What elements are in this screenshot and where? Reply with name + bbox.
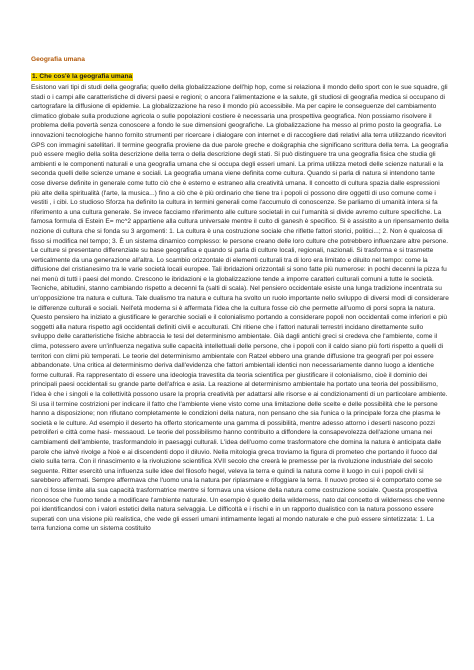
section-heading: 1. Che cos'è la geografia umana xyxy=(32,73,133,80)
document-title: Geografia umana xyxy=(31,56,85,63)
document-content xyxy=(31,56,449,534)
section-heading-wrapper xyxy=(31,65,449,83)
body-paragraph: Esistono vari tipi di studi della geografia; quello della globalizzazione dell'hip hop, come si relaziona il mondo dello sport con le sue squadre, gli stadi o i campi alle caratteristiche di diversi paesi e regioni; o ancora l'alimentazione e la salute, gli studiosi di geografia medica si occupano di cartografare la diffusione di epidemie. La globalizzazione ha reso il mondo più accessibile. Ma per capire le conseguenze del cambiamento climatico globale sulla produzione agricola o sulle popolazioni costiere è necessaria una prospettiva geografica. Non possiamo risolvere il problema della povertà senza conoscere a fondo le sue dimensioni geografiche. La globalizzazione ha messo al primo posto la geografia. Le innovazioni tecnologiche hanno fornito strumenti per ricercare i dialogare con internet e di raccogliere dati relativi alla terra utilizzando ricevitori GPS con immagini satellitari. Il termine geografia proviene da due parole greche e do&graphia che significano scrittura della terra. La geografia può essere meglio della solita descrizione della terra o della descrizione degli stati. Si può distinguere tra una geografia fisica che studia gli ambienti e le componenti naturali e una geografia umana che si occupa degli esseri umani. La prima utilizza metodi delle scienze naturali e la seconda quelli delle scienze umane e sociali. La geografia umana viene definita come cultura. Quando si parla di natura si intendono tante cose diverse definite in generale come tutto ciò che è esterno e estraneo alla creatività umana. Il concetto di cultura spazia dalle espressioni più alte della spiritualità (l'arte, la musica...) fino a ciò che è più ordinario che tiene tra i popoli ci possono dire oggetti di uso comune come i vestiti , i cibi. Lo studioso Sforza ha definito la cultura in termini generali come l'accumulo di conoscenze. Se parliamo di umanità intera si fa riferimento a una cultura generale. Se invece facciamo riferimento alle culture societali in cui l'umanità si divide avremo culture specifiche. La famosa formula di Estein E= mc^2 appartiene alla cultura universale mentre il culto di ganesh è specifico. Si è assistito a un ripensamento della nozione di cultura che si fonda su 3 argomenti: 1. La cultura è una costruzione sociale che riflette fattori storici, politici...; 2. Non è qualcosa di fisso si modifica nel tempo; 3. È un sistema dinamico complesso: le persone creano delle loro culture che potrebbero influenzare altre persone. Le culture si presentano differenziate su base geografica e quando si parla di culture locali, regionali, nazionali. Si trasforma e si trasmette verticalmente da una generazione all'altra. Lo scambio orizzontale di elementi culturali tra di loro era limitato e diluito nel tempo: come la diffusione del cristianesimo tra le varie società locali europee. Tali ibridazioni orizzontali si sono fatte più numerose: in pochi decenni la pizza fu nei menù di tutti i paesi del mondo. Crescono le ibridazioni e la globalizzazione tende a imporre caratteri culturali comuni a tutte le società. Tecniche, abitudini, stanno cambiando rispetto a decenni fa (salti di scala). Nel pensiero occidentale esiste una lunga tradizione incentrata su un'opposizione tra natura e cultura. Tale dualismo tra natura e cultura ha svolto un ruolo importante nello sviluppo di diversi modi di considerare le differenze culturali e sociali. Nell'età moderna si è affermata l'idea che la cultura fosse ciò che permette all'uomo di porsi sopra la natura. Questo pensiero ha iniziato a giustificare le gerarchie sociali e il colonialismo portando a considerare popoli non occidentali come inferiori e più soggetti alla natura rispetto agli occidentali definiti civili e acculturati. Chi ritiene che i fattori naturali terrestri incidano direttamente sullo sviluppo delle caratteristiche fisiche abbraccia le tesi del determinismo ambientale. Già dagli antichi greci si credeva che l'ambiente, come il clima, potessero avere un'influenza negativa sulle capacità intellettuali delle persone, che i popoli con il caldo siano più forti rispetto a quelli di territori con climi più temperati. Le teorie del determinismo ambientale con Ratzel ebbero una grande diffusione tra geografi per poi essere abbandonate. Una critica al determinismo deriva dall'evidenza che fattori ambientali identici non necessariamente danno luogo a identiche forme culturali. Ra rappresentato di essere una ideologia travestita da teoria scientifica per giustificare il colonialismo, cioè il dominio dei principali paesi occidentali su grande parte dell'africa e asia. La reazione al determinismo ambientale ha portato una teoria del possibilismo, l'idea è che i singoli e la collettività possono usare la propria creatività per adattarsi alle risorse e ai condizionamenti di un particolare ambiente. Si usa il termine costrizioni per indicare il fatto che l'ambiente viene visto come una limitazione delle scelte e delle possibilità che le persone hanno a disposizione; non rifiutano completamente le condizioni della natura, non pensano che sia l'unica o la principale forza che plasma le società e le culture. Ad esempio il deserto ha offerto storicamente una gamma di possibilità, mentre adesso attorno i deserti nascono pozzi petroliferi e città come hasi- messaoud. Le teorie del possibilismo hanno contribuito a diffondere la consapevolezza dell'azione umana nei cambiamenti dell'ambiente, trasformandolo in paesaggi culturali. L'idea dell'uomo come trasformatore che domina la natura è anticipata dalle parole che iahvè rivolge a Noè e ai discendenti dopo il diluvio. Nella mitologia greca troviamo la figura di prometeo che portando il fuoco dal cielo sulla terra. Con il rinascimento e la rivoluzione scientifica XVII secolo che creerà le premesse per la rivoluzione industriale del secolo seguente. Ritter esercitò una influenza sulle idee del filosofo hegel, veleva la terra e quindi la natura come il luogo in cui i popoli civili si sarebbero affermati. Sempre affermava che l'uomo una la natura per riplasmare e rifoggiare la terra. Il nuovo proteo si è comportato come se non ci fosse limite alla sua capacità trasformatrice mentre si formava una visione della natura come costruzione sociale. Questa prospettiva riconosce che l'uomo tende a modificare l'ambiente naturale. Un esempio è quello della wilderness, nato dal concetto di wilderness che venne poi identificandosi con i valori estetici della natura selvaggia. Le difficoltà e i rischi e in un rapporto dualistico con la natura possono essere superati con una visione più realistica, che vede gli esseri umani intimamente legati al mondo naturale e che può essere sintetizzata: 1. La terra funziona come un sistema costituito xyxy=(31,84,449,533)
